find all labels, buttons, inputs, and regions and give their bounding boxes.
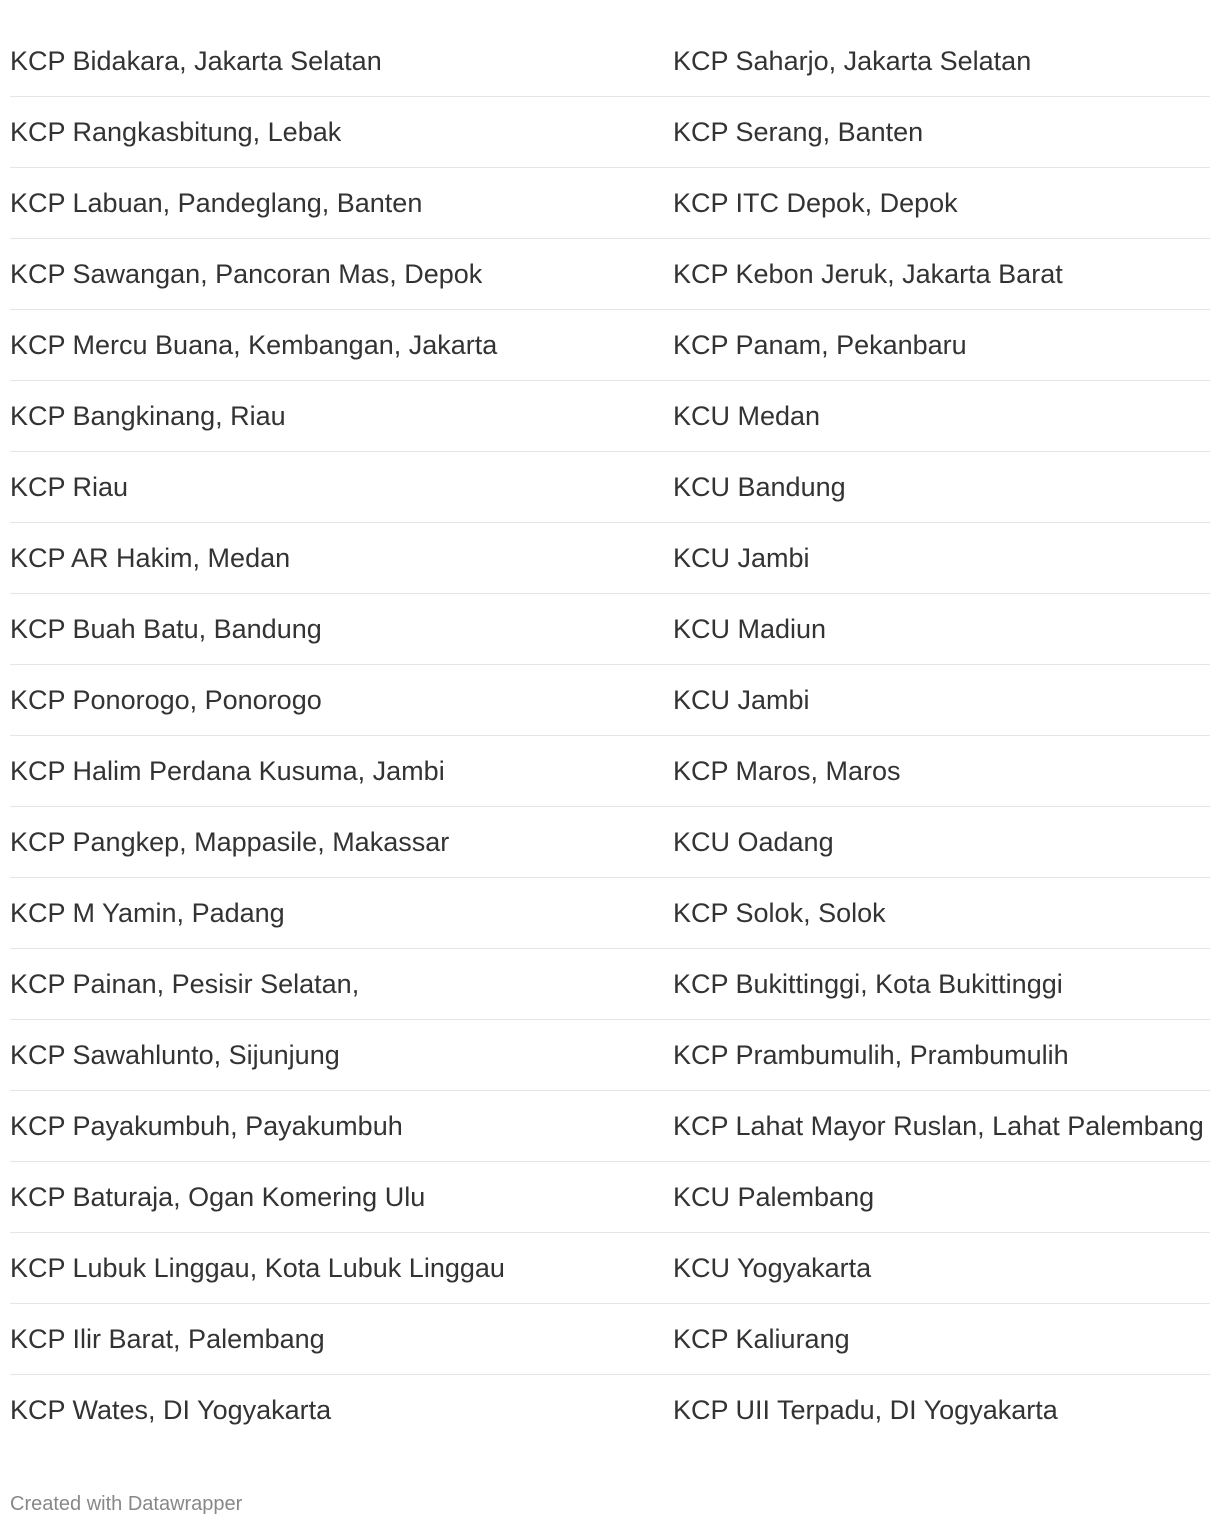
datawrapper-credit: Created with Datawrapper [10, 1493, 243, 1515]
table-cell-right: KCP Saharjo, Jakarta Selatan [673, 26, 1210, 97]
table-cell-left: KCP Mercu Buana, Kembangan, Jakarta [10, 310, 673, 381]
table-row [10, 736, 1210, 807]
table-row [10, 381, 1210, 452]
table-cell-right: KCP Maros, Maros [673, 736, 1210, 807]
table-cell-left: KCP Pangkep, Mappasile, Makassar [10, 807, 673, 878]
table-row [10, 807, 1210, 878]
table-cell-left: KCP Ponorogo, Ponorogo [10, 665, 673, 736]
table-cell-left: KCP Riau [10, 452, 673, 523]
table-row [10, 878, 1210, 949]
table-row [10, 665, 1210, 736]
table-cell-right: KCU Yogyakarta [673, 1233, 1210, 1304]
table-cell-right: KCU Palembang [673, 1162, 1210, 1233]
table-cell-left: KCP AR Hakim, Medan [10, 523, 673, 594]
table-cell-right: KCU Jambi [673, 523, 1210, 594]
table-cell-left: KCP Bangkinang, Riau [10, 381, 673, 452]
table-row [10, 168, 1210, 239]
table-cell-right: KCP Solok, Solok [673, 878, 1210, 949]
table-cell-right: KCU Oadang [673, 807, 1210, 878]
table-cell-left: KCP Rangkasbitung, Lebak [10, 97, 673, 168]
table-cell-right: KCU Jambi [673, 665, 1210, 736]
branch-table [10, 26, 1210, 1445]
table-cell-right: KCP Kaliurang [673, 1304, 1210, 1375]
table-cell-right: KCP ITC Depok, Depok [673, 168, 1210, 239]
table-cell-right: KCP Panam, Pekanbaru [673, 310, 1210, 381]
branch-table-container [10, 26, 1210, 1445]
table-cell-left: KCP Painan, Pesisir Selatan, [10, 949, 673, 1020]
table-cell-right: KCU Medan [673, 381, 1210, 452]
table-cell-right: KCP Bukittinggi, Kota Bukittinggi [673, 949, 1210, 1020]
table-row [10, 97, 1210, 168]
table-cell-right: KCP Lahat Mayor Ruslan, Lahat Palembang [673, 1091, 1210, 1162]
table-cell-left: KCP Ilir Barat, Palembang [10, 1304, 673, 1375]
table-cell-right: KCP Kebon Jeruk, Jakarta Barat [673, 239, 1210, 310]
table-cell-left: KCP Lubuk Linggau, Kota Lubuk Linggau [10, 1233, 673, 1304]
table-row [10, 1162, 1210, 1233]
table-row [10, 949, 1210, 1020]
table-row [10, 1020, 1210, 1091]
table-cell-left: KCP Buah Batu, Bandung [10, 594, 673, 665]
table-row [10, 1233, 1210, 1304]
table-cell-right: KCU Bandung [673, 452, 1210, 523]
table-row [10, 26, 1210, 97]
table-cell-right: KCP UII Terpadu, DI Yogyakarta [673, 1395, 1058, 1425]
table-row [10, 594, 1210, 665]
table-row [10, 310, 1210, 381]
table-row [10, 1375, 1210, 1446]
table-row [10, 239, 1210, 310]
table-cell-right: KCP Serang, Banten [673, 97, 1210, 168]
table-cell-left: KCP Sawahlunto, Sijunjung [10, 1020, 673, 1091]
table-row [10, 523, 1210, 594]
table-row [10, 452, 1210, 523]
table-cell-left: KCP Labuan, Pandeglang, Banten [10, 168, 673, 239]
table-cell-left: KCP Bidakara, Jakarta Selatan [10, 26, 673, 97]
table-cell-left: KCP Halim Perdana Kusuma, Jambi [10, 736, 673, 807]
table-cell-left: KCP M Yamin, Padang [10, 878, 673, 949]
table-cell-right: KCU Madiun [673, 594, 1210, 665]
table-row [10, 1304, 1210, 1375]
table-row [10, 1091, 1210, 1162]
table-cell-left: KCP Sawangan, Pancoran Mas, Depok [10, 239, 673, 310]
table-cell-left: KCP Payakumbuh, Payakumbuh [10, 1091, 673, 1162]
table-cell-right: KCP Prambumulih, Prambumulih [673, 1020, 1210, 1091]
table-cell-left: KCP Wates, DI Yogyakarta [10, 1395, 332, 1425]
table-cell-left: KCP Baturaja, Ogan Komering Ulu [10, 1162, 673, 1233]
